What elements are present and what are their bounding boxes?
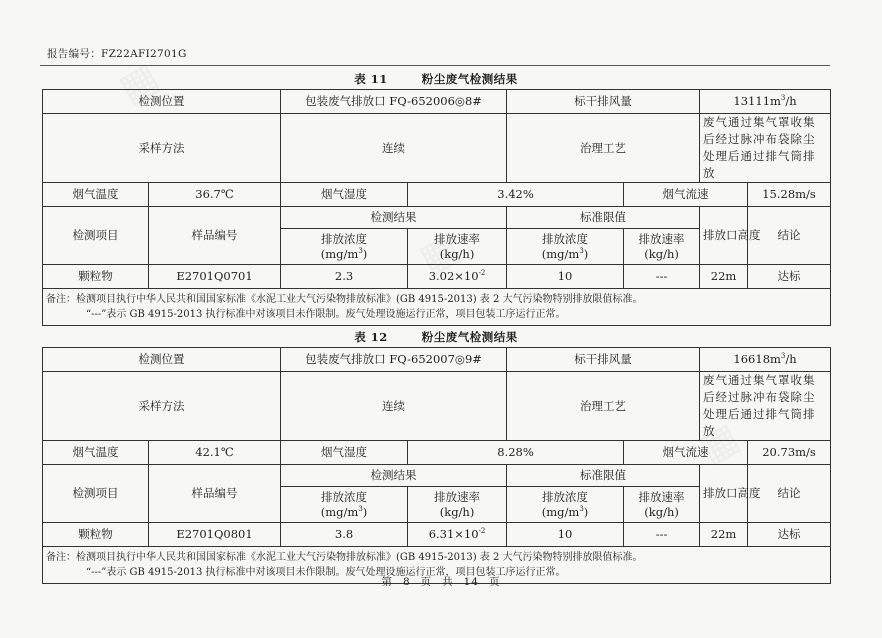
limit-conc-header: 排放浓度 $(mg/m^3)$ (507, 487, 624, 523)
table-note (43, 289, 831, 326)
row-limit-rate: --- (624, 265, 700, 289)
flow-value: $13111m^3/h$ (700, 90, 831, 114)
limit-conc-header: 排放浓度 $(mg/m^3)$ (507, 229, 624, 265)
flow-value: $16618m^3/h$ (700, 348, 831, 372)
row-height: 22m (700, 523, 748, 547)
header-rule (40, 65, 830, 66)
flow-label: 标干排风量 (507, 90, 700, 114)
row-rate: $6.31\times 10^{-2}$ (408, 523, 507, 547)
row-item: 颗粒物 (43, 265, 149, 289)
treatment-label: 治理工艺 (507, 372, 700, 441)
item-header: 检测项目 (43, 465, 149, 523)
humidity-value: 3.42% (408, 183, 624, 207)
note-line-1: 备注：检测项目执行中华人民共和国国家标准《水泥工业大气污染物排放标准》(GB 4915-2013) 表 2 大气污染物特别排放限值标准。 (46, 294, 643, 305)
row-conclusion: 达标 (748, 523, 831, 547)
result-rate-header: 排放速率 (kg/h) (408, 229, 507, 265)
method-label: 采样方法 (43, 372, 281, 441)
speed-label: 烟气流速 (624, 441, 748, 465)
table-caption (42, 71, 830, 87)
method-value: 连续 (281, 114, 507, 183)
location-label: 检测位置 (43, 348, 281, 372)
result-header: 检测结果 (281, 465, 507, 487)
note-line-2: “---”表示 GB 4915-2013 执行标准中对该项目未作限制。废气处理设施运行正常，项目包装工序运行正常。 (86, 567, 566, 578)
height-header: 排放口高度 (700, 207, 748, 265)
table-caption-number: 表 11 (354, 72, 388, 86)
footer-total-pages: 14 (463, 576, 480, 588)
row-conc: 2.3 (281, 265, 408, 289)
conclusion-header: 结论 (748, 465, 831, 523)
footer-di: 第 (381, 576, 393, 588)
conclusion-header: 结论 (748, 207, 831, 265)
temp-label: 烟气温度 (43, 183, 149, 207)
result-header: 检测结果 (281, 207, 507, 229)
footer-gong: 共 (442, 576, 454, 588)
speed-value: 20.73m/s (748, 441, 831, 465)
location-value: 包装废气排放口 FQ-652007◎9# (281, 348, 507, 372)
table-caption-title: 粉尘废气检测结果 (421, 72, 518, 86)
footer-page-number: 8 (402, 576, 411, 588)
temp-value: 36.7℃ (149, 183, 281, 207)
dust-emission-table (42, 347, 831, 584)
temp-value: 42.1℃ (149, 441, 281, 465)
flow-label: 标干排风量 (507, 348, 700, 372)
row-height: 22m (700, 265, 748, 289)
treatment-value: 废气通过集气罩收集后经过脉冲布袋除尘处理后通过排气筒排放 (700, 114, 831, 183)
table-row (43, 265, 831, 289)
row-conc: 3.8 (281, 523, 408, 547)
result-rate-header: 排放速率 (kg/h) (408, 487, 507, 523)
sample-header: 样品编号 (149, 207, 281, 265)
row-sample: E2701Q0701 (149, 265, 281, 289)
footer-ye: 页 (420, 576, 433, 588)
note-line-1: 备注：检测项目执行中华人民共和国国家标准《水泥工业大气污染物排放标准》(GB 4915-2013) 表 2 大气污染物特别排放限值标准。 (46, 552, 643, 563)
dust-emission-table (42, 89, 831, 326)
result-conc-header: 排放浓度 $(mg/m^3)$ (281, 487, 408, 523)
sample-header: 样品编号 (149, 465, 281, 523)
treatment-value: 废气通过集气罩收集后经过脉冲布袋除尘处理后通过排气筒排放 (700, 372, 831, 441)
humidity-value: 8.28% (408, 441, 624, 465)
speed-label: 烟气流速 (624, 183, 748, 207)
row-item: 颗粒物 (43, 523, 149, 547)
limit-header: 标准限值 (507, 207, 700, 229)
row-limit-rate: --- (624, 523, 700, 547)
limit-header: 标准限值 (507, 465, 700, 487)
table-row (43, 523, 831, 547)
method-value: 连续 (281, 372, 507, 441)
limit-rate-header: 排放速率 (kg/h) (624, 487, 700, 523)
method-label: 采样方法 (43, 114, 281, 183)
humidity-label: 烟气湿度 (281, 441, 408, 465)
row-sample: E2701Q0801 (149, 523, 281, 547)
row-limit-conc: 10 (507, 523, 624, 547)
report-number: 报告编号：FZ22AFI2701G (47, 48, 187, 60)
height-header: 排放口高度 (700, 465, 748, 523)
footer-ye2: 页 (489, 576, 501, 588)
treatment-label: 治理工艺 (507, 114, 700, 183)
note-line-2: “---”表示 GB 4915-2013 执行标准中对该项目未作限制。废气处理设施运行正常，项目包装工序运行正常。 (86, 309, 566, 320)
page-footer (0, 574, 882, 589)
temp-label: 烟气温度 (43, 441, 149, 465)
location-value: 包装废气排放口 FQ-652006◎8# (281, 90, 507, 114)
humidity-label: 烟气湿度 (281, 183, 408, 207)
location-label: 检测位置 (43, 90, 281, 114)
row-limit-conc: 10 (507, 265, 624, 289)
table-caption-title: 粉尘废气检测结果 (421, 330, 518, 344)
table-caption (42, 329, 830, 345)
row-rate: $3.02\times 10^{-2}$ (408, 265, 507, 289)
row-conclusion: 达标 (748, 265, 831, 289)
speed-value: 15.28m/s (748, 183, 831, 207)
limit-rate-header: 排放速率 (kg/h) (624, 229, 700, 265)
item-header: 检测项目 (43, 207, 149, 265)
table-caption-number: 表 12 (354, 330, 388, 344)
result-conc-header: 排放浓度 $(mg/m^3)$ (281, 229, 408, 265)
